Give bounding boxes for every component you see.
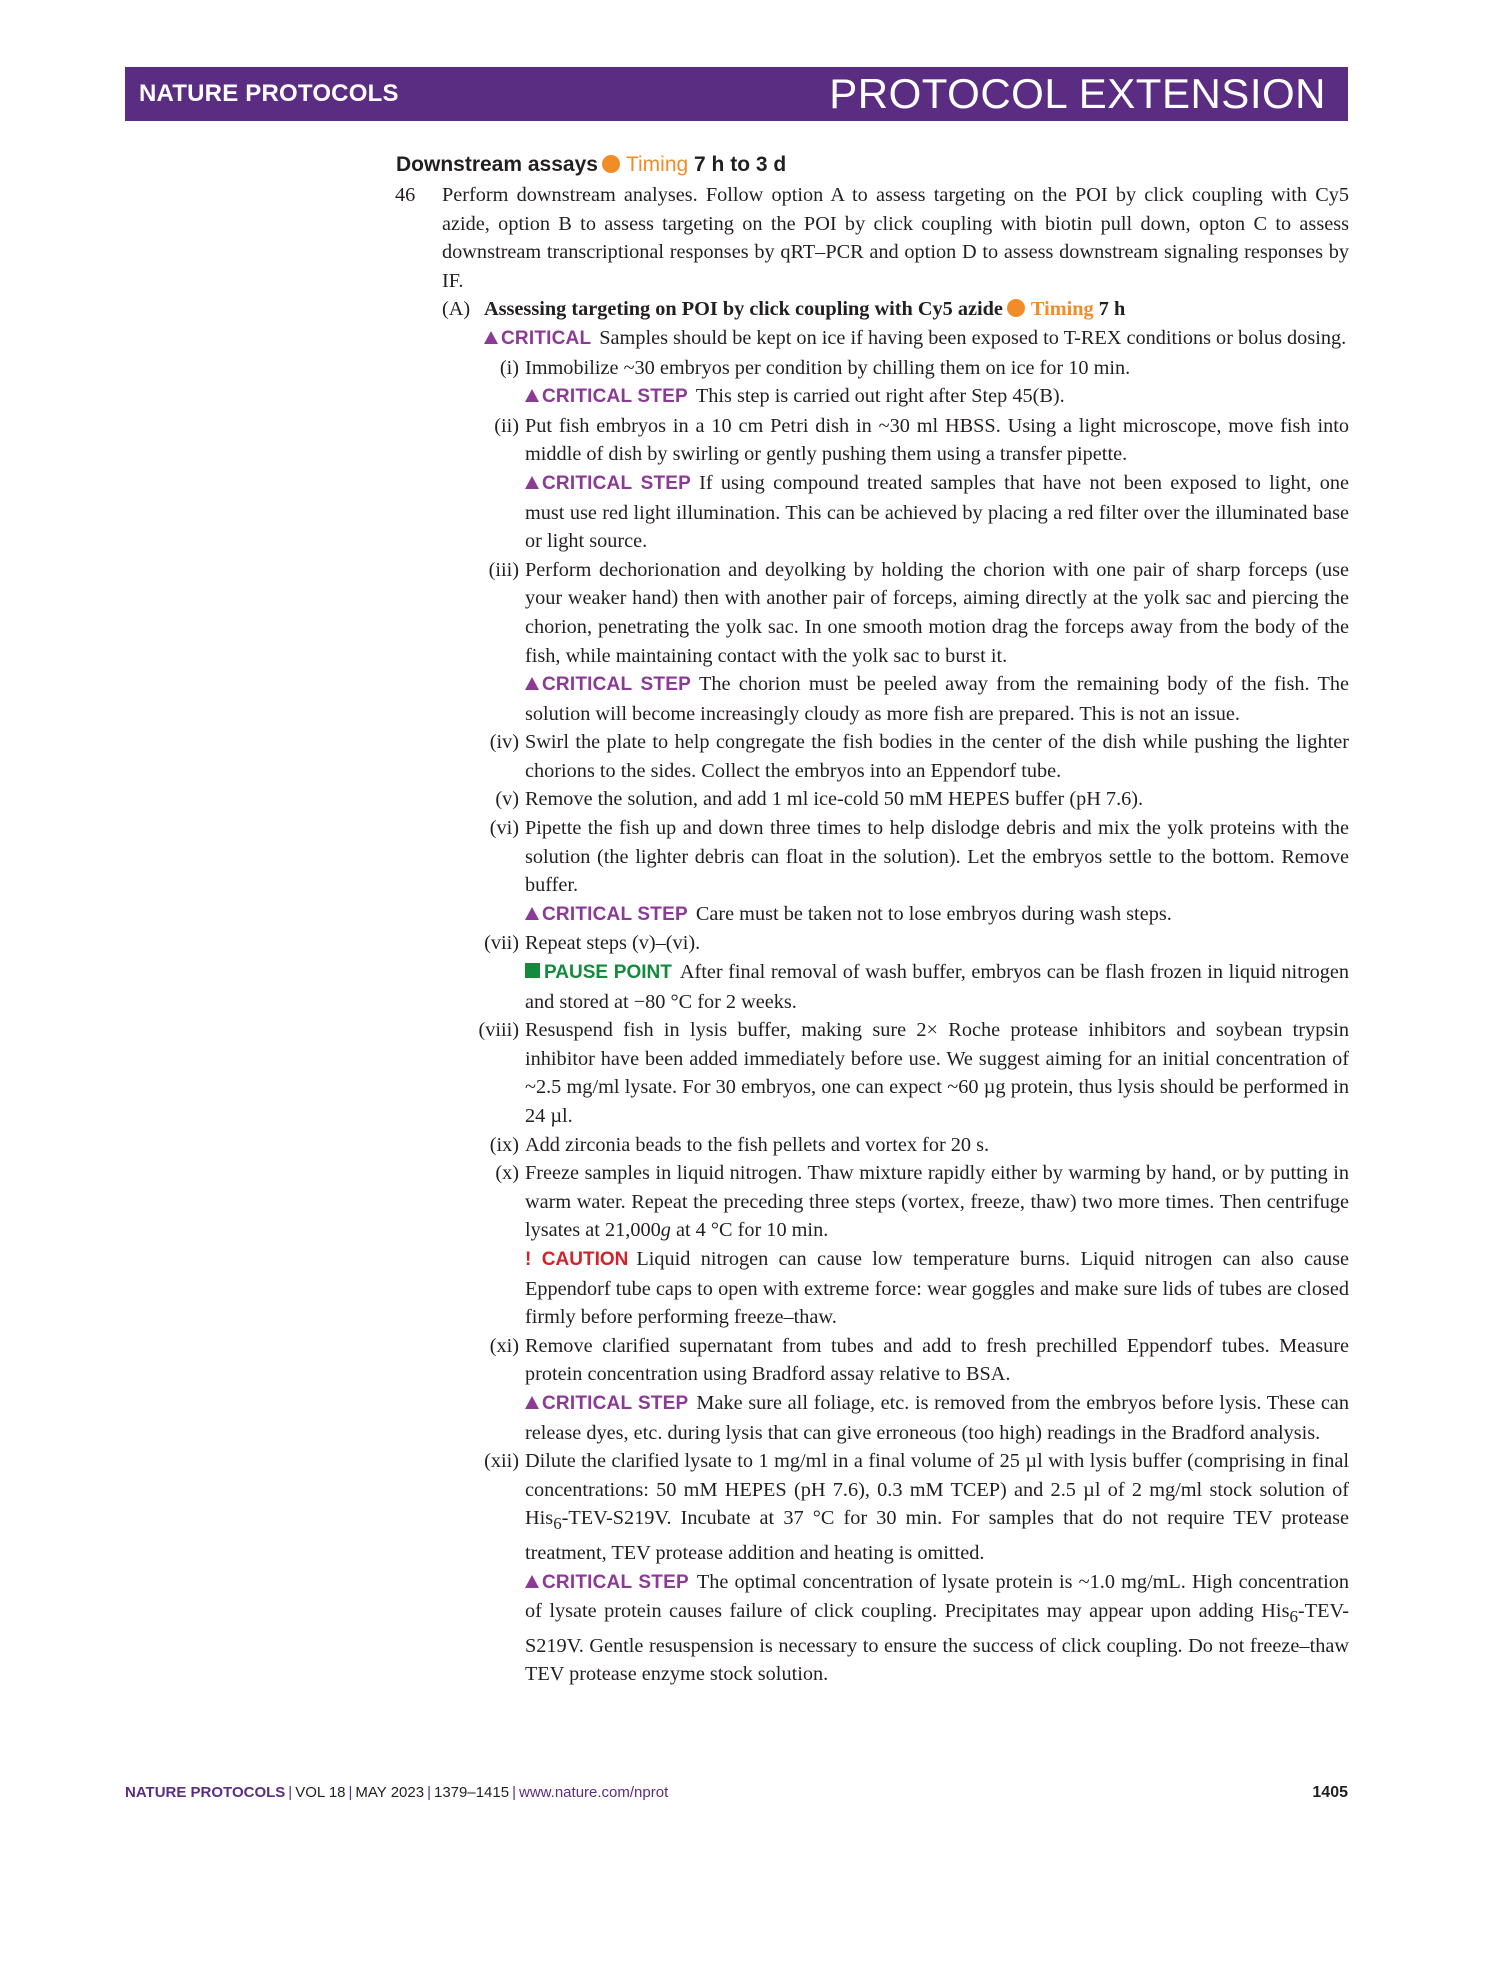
substep-text: Dilute the clarified lysate to 1 mg/ml in a final volume of 25 µl with lysis buffer (comprising in final concentrations: 50 mM HEPES (pH 7.6), 0.3 mM TCEP) and 2.5 µl of 2 mg/ml stock solution of His$_6$-TEV-S219V. Incubate at 37 °C for 30 min. For samples that do not require TEV protease treatment, TEV protease addition and heating is omitted. <box>525 1450 1349 1564</box>
critical-step-note <box>396 1389 1349 1447</box>
warning-triangle-icon <box>525 907 539 920</box>
critical-step-text: If using compound treated samples that have not been exposed to light, one must use red light illumination. This can be achieved by placing a red filter over the illuminated base or light source. <box>525 471 1349 553</box>
substep-x <box>396 1159 1349 1245</box>
section-title: Downstream assays <box>396 153 598 176</box>
critical-step-label: CRITICAL STEP <box>525 1572 689 1593</box>
section-timing-value: 7 h to 3 d <box>694 153 787 176</box>
substep-number: (viii) <box>478 1019 519 1042</box>
critical-step-label: CRITICAL STEP <box>525 1393 688 1414</box>
option-timing-value: 7 h <box>1098 298 1126 321</box>
footer-date: MAY 2023 <box>355 1784 425 1801</box>
critical-step-note <box>396 900 1349 930</box>
warning-triangle-icon <box>525 677 539 690</box>
critical-text: Samples should be kept on ice if having been exposed to T-REX conditions or bolus dosing. <box>599 326 1347 349</box>
caution-text: Liquid nitrogen can cause low temperature burns. Liquid nitrogen can also cause Eppendorf tube caps to open with extreme force: wear goggles and make sure lids of tubes are closed firmly before performing freeze–thaw. <box>525 1247 1350 1329</box>
substep-text: Remove clarified supernatant from tubes and add to fresh prechilled Eppendorf tubes. Measure protein concentration using Bradford assay relative to BSA. <box>525 1334 1349 1386</box>
timing-dot-icon <box>602 155 620 173</box>
substep-ix <box>396 1131 1349 1160</box>
substep-xi <box>396 1332 1349 1389</box>
footer-journal: NATURE PROTOCOLS <box>125 1784 286 1801</box>
critical-step-label: CRITICAL STEP <box>525 904 688 925</box>
substep-number: (ix) <box>489 1133 519 1156</box>
footer-volume: VOL 18 <box>295 1784 346 1801</box>
substep-iv <box>396 728 1349 785</box>
critical-step-text: This step is carried out right after Step 45(B). <box>695 385 1065 408</box>
option-title: Assessing targeting on POI by click coupling with Cy5 azide Timing 7 h <box>484 298 1126 321</box>
critical-step-label: CRITICAL STEP <box>525 473 691 494</box>
substep-ii <box>396 412 1349 469</box>
critical-step-text: Care must be taken not to lose embryos during wash steps. <box>695 902 1172 925</box>
pause-point-label: PAUSE POINT <box>525 962 672 983</box>
step-text: Perform downstream analyses. Follow option A to assess targeting on the POI by click coupling with Cy5 azide, option B to assess targeting on the POI by click coupling with biotin pull down, opton C to assess downstream transcriptional responses by qRT–PCR and option D to assess downstream signaling responses by IF. <box>442 184 1349 292</box>
substep-text: Freeze samples in liquid nitrogen. Thaw mixture rapidly either by warming by hand, or by putting in warm water. Repeat the preceding three steps (vortex, freeze, thaw) two more times. Then centrifuge lysates at 21,000g at 4 °C for 10 min. <box>525 1162 1349 1242</box>
warning-triangle-icon <box>525 389 539 402</box>
substep-text: Perform dechorionation and deyolking by holding the chorion with one pair of sharp forceps (use your weaker hand) then with another pair of forceps, aiming directly at the yolk sac and piercing the chorion, penetrating the yolk sac. In one smooth motion drag the forceps away from the body of the fish, while maintaining contact with the yolk sac to burst it. <box>525 558 1349 667</box>
substep-number: (iii) <box>488 558 519 581</box>
procedure-step <box>396 181 1349 295</box>
pause-point-text: After final removal of wash buffer, embryos can be flash frozen in liquid nitrogen and stored at −80 °C for 2 weeks. <box>525 961 1350 1013</box>
substep-number: (v) <box>495 788 519 811</box>
caution-label: ! CAUTION <box>525 1248 629 1270</box>
substep-text: Add zirconia beads to the fish pellets and vortex for 20 s. <box>525 1133 990 1156</box>
substep-number: (i) <box>499 356 519 379</box>
critical-step-note <box>396 1568 1349 1689</box>
substep-text: Immobilize ~30 embryos per condition by chilling them on ice for 10 min. <box>525 356 1131 379</box>
step-number: 46 <box>395 184 416 206</box>
substep-text: Remove the solution, and add 1 ml ice-cold 50 mM HEPES buffer (pH 7.6). <box>525 788 1144 811</box>
journal-name: NATURE PROTOCOLS <box>139 80 399 107</box>
option-label: (A) <box>442 298 471 321</box>
substep-number: (xii) <box>484 1450 519 1473</box>
substep-number: (ii) <box>494 414 519 437</box>
section-timing-label: Timing <box>625 153 689 176</box>
critical-step-label: CRITICAL STEP <box>525 674 691 695</box>
substep-xii <box>396 1447 1349 1567</box>
page-number: 1405 <box>1312 1784 1348 1801</box>
section-heading <box>396 150 1349 180</box>
critical-step-text: Make sure all foliage, etc. is removed from the embryos before lysis. These can release dyes, etc. during lysis that can give erroneous (too high) readings in the Bradford analysis. <box>525 1391 1349 1444</box>
article-type: PROTOCOL EXTENSION <box>829 70 1326 117</box>
critical-step-text: The chorion must be peeled away from the remaining body of the fish. The solution will become increasingly cloudy as more fish are prepared. This is not an issue. <box>525 673 1349 725</box>
warning-triangle-icon <box>525 1396 539 1409</box>
option-critical-note <box>396 324 1349 354</box>
substep-text: Resuspend fish in lysis buffer, making sure 2× Roche protease inhibitors and soybean trypsin inhibitor have been added immediately before use. We suggest aiming for an initial concentration of ~2.5 mg/ml lysate. For 30 embryos, one can expect ~60 µg protein, thus lysis should be performed in 24 µl. <box>525 1019 1349 1127</box>
caution-note <box>396 1245 1349 1332</box>
pause-square-icon <box>525 963 540 978</box>
critical-step-note <box>396 469 1349 556</box>
substep-number: (xi) <box>489 1334 519 1357</box>
critical-step-note <box>396 670 1349 728</box>
substep-text: Put fish embryos in a 10 cm Petri dish in ~30 ml HBSS. Using a light microscope, move fish into middle of dish by swirling or gently pushing them using a transfer pipette. <box>525 414 1349 466</box>
footer-url[interactable]: www.nature.com/nprot <box>519 1784 669 1801</box>
substep-text: Repeat steps (v)–(vi). <box>525 932 701 955</box>
option-a <box>396 295 1349 324</box>
substep-i <box>396 354 1349 383</box>
critical-label: CRITICAL <box>484 328 591 349</box>
page-content <box>396 150 1349 1689</box>
substep-number: (x) <box>495 1162 519 1185</box>
substep-v <box>396 785 1349 814</box>
critical-step-note <box>396 382 1349 412</box>
substep-iii <box>396 556 1349 670</box>
substep-viii <box>396 1016 1349 1130</box>
substep-vii <box>396 929 1349 958</box>
footer-pages: 1379–1415 <box>434 1784 510 1801</box>
pause-point-note <box>396 958 1349 1016</box>
page-footer: NATURE PROTOCOLS | VOL 18 | MAY 2023 | 1379–1415 | www.nature.com/nprot 1405 <box>125 1784 1348 1801</box>
substep-number: (vii) <box>484 932 519 955</box>
substep-text: Swirl the plate to help congregate the fish bodies in the center of the dish while pushing the lighter chorions to the sides. Collect the embryos into an Eppendorf tube. <box>525 731 1349 782</box>
substep-text: Pipette the fish up and down three times to help dislodge debris and mix the yolk proteins with the solution (the lighter debris can float in the solution). Let the embryos settle to the bottom. Remove buffer. <box>525 817 1349 897</box>
substep-vi <box>396 814 1349 900</box>
journal-banner <box>125 67 1348 121</box>
substep-number: (vi) <box>489 817 519 840</box>
warning-triangle-icon <box>525 476 539 489</box>
warning-triangle-icon <box>484 331 498 344</box>
substep-number: (iv) <box>489 731 519 754</box>
critical-step-text: The optimal concentration of lysate protein is ~1.0 mg/mL. High concentration of lysate protein causes failure of click coupling. Precipitates may appear upon adding His$_6$-TEV-S219V. Gentle resuspension is necessary to ensure the success of click coupling. Do not freeze–thaw TEV protease enzyme stock solution. <box>525 1570 1349 1686</box>
critical-step-label: CRITICAL STEP <box>525 386 688 407</box>
option-timing-label: Timing <box>1030 298 1094 321</box>
warning-triangle-icon <box>525 1575 539 1588</box>
timing-dot-icon <box>1007 299 1025 317</box>
